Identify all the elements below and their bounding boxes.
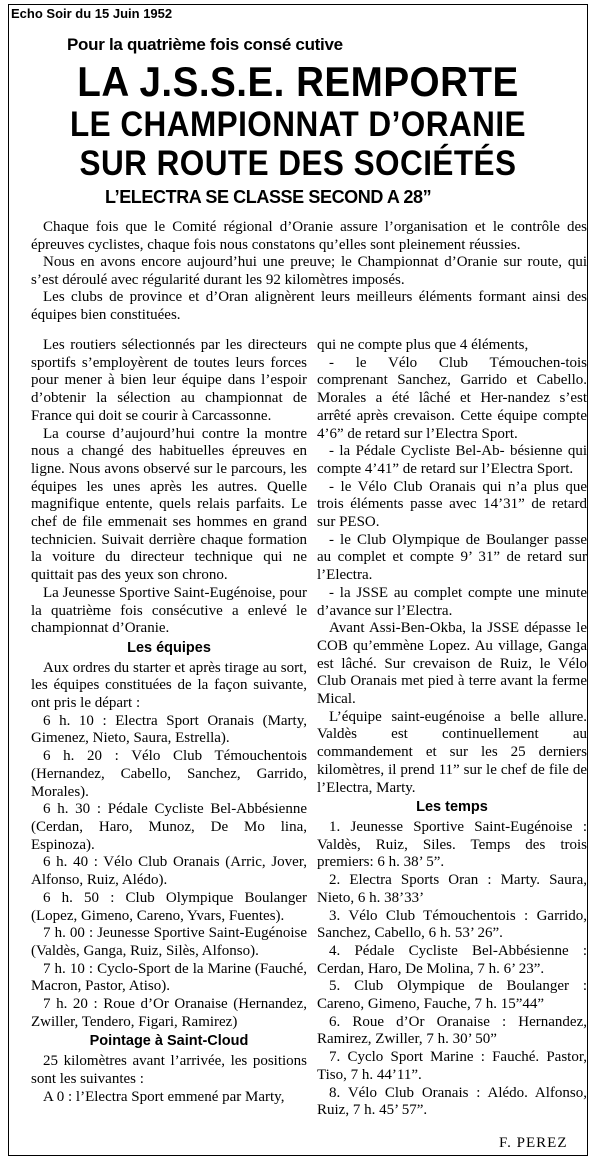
- team-entry: 7 h. 20 : Roue d’Or Oranaise (Hernandez, Zwiller, Tendero, Figari, Ramirez): [31, 996, 307, 1030]
- result-entry: 7. Cyclo Sport Marine : Fauché. Pastor, Tiso, 7 h. 44’11”.: [317, 1049, 587, 1083]
- body-paragraph: - le Club Olympique de Boulanger passe au complet et compte 9’ 31” de retard sur l’Electra.: [317, 531, 587, 584]
- team-entry: 6 h. 50 : Club Olympique Boulanger (Lopez, Gimeno, Careno, Yvars, Fuentes).: [31, 889, 307, 924]
- body-paragraph: La course d’aujourd’hui contre la montre nous a changé des habituelles épreuves en ligne. Nous avons observé sur le parcours, les équipes les unes après les autres. Quelle magnifique entente, quels relais parfaits. Le chef de file emmenait ses hommes en grand technicien. Suivait derrière chaque formation la voiture du directeur technique qui ne quittait pas des yeux son chrono.: [31, 425, 307, 584]
- body-paragraph: - le Vélo Club Témouchen-tois comprenant Sanchez, Garrido et Cabello. Morales a été lâché et Her-nandez s’est arrêté après crevaison. Cette équipe compte 4’6” de retard sur l’Electra Sport.: [317, 354, 587, 442]
- section-heading-temps: Les temps: [416, 799, 488, 816]
- intro-paragraph: Les clubs de province et d’Oran alignèrent leurs meilleurs éléments formant ainsi des équipes bien constituées.: [31, 289, 587, 323]
- subheadline: L’ELECTRA SE CLASSE SECOND A 28”: [105, 187, 432, 207]
- right-column: [317, 337, 587, 1120]
- result-entry: 3. Vélo Club Témouchentois : Garrido, Sanchez, Cabello, 6 h. 53’ 26”.: [317, 907, 587, 942]
- body-paragraph: qui ne compte plus que 4 éléments,: [317, 337, 529, 353]
- source-line: Echo Soir du 15 Juin 1952: [11, 6, 173, 21]
- headline-line-1: LA J.S.S.E. REMPORTE: [77, 58, 519, 105]
- team-entry: 7 h. 00 : Jeunesse Sportive Saint-Eugénoise (Valdès, Ganga, Ruiz, Silès, Alfonso).: [31, 925, 307, 959]
- team-entry: 6 h. 20 : Vélo Club Témouchentois (Hernandez, Cabello, Sanchez, Garrido, Morales).: [31, 748, 307, 800]
- body-paragraph: - la JSSE au complet compte une minute d’avance sur l’Electra.: [317, 584, 587, 619]
- body-paragraph: Aux ordres du starter et après tirage au sort, les équipes constituées de la façon suivante, ont pris le départ :: [31, 659, 307, 712]
- headline-line-2: LE CHAMPIONNAT D’ORANIE: [69, 105, 527, 144]
- result-entry: 8. Vélo Club Oranais : Alédo. Alfonso, Ruiz, 7 h. 45’ 57”.: [317, 1084, 587, 1119]
- article-frame: [8, 4, 588, 1156]
- body-paragraph: A 0 : l’Electra Sport emmené par Marty,: [43, 1088, 285, 1105]
- body-paragraph: Avant Assi-Ben-Okba, la JSSE dépasse le COB qu’emmène Lopez. Au village, Ganga est lâché. Sur crevaison de Ruiz, le Vélo Club Oranais met pied à terre avant la ferme Mical.: [317, 620, 587, 708]
- intro-paragraph: Chaque fois que le Comité régional d’Oranie assure l’organisation et le contrôle des épreuves cyclistes, chaque fois nous constatons qu’elles sont pleinement réussies.: [31, 219, 587, 253]
- author-signature: F. PEREZ: [499, 1135, 568, 1151]
- left-column: [31, 337, 307, 1106]
- result-entry: 1. Jeunesse Sportive Saint-Eugénoise : Valdès, Ruiz, Siles. Temps des trois premiers: 6 h. 38’ 5”.: [317, 818, 587, 871]
- body-paragraph: L’équipe saint-eugénoise a belle allure. Valdès est continuellement au commandement et sur les 25 derniers kilomètres, il prend 11” sur le chef de file de l’Electra, Marty.: [317, 708, 587, 796]
- intro-paragraph: Nous en avons encore aujourd’hui une preuve; le Championnat d’Oranie sur route, qui s’est déroulé avec régularité durant les 92 kilomètres imposés.: [31, 254, 587, 288]
- team-entry: 7 h. 10 : Cyclo-Sport de la Marine (Fauché, Macron, Pastor, Atiso).: [31, 960, 307, 995]
- result-entry: 2. Electra Sports Oran : Marty. Saura, Nieto, 6 h. 38’33’: [317, 872, 587, 906]
- headline-line-3: SUR ROUTE DES SOCIÉTÉS: [79, 144, 517, 183]
- result-entry: 6. Roue d’Or Oranaise : Hernandez, Ramirez, Zwiller, 7 h. 30’ 50”: [317, 1013, 587, 1048]
- body-paragraph: La Jeunesse Sportive Saint-Eugénoise, pour la quatrième fois consécutive a enlevé le championnat d’Oranie.: [31, 584, 307, 637]
- team-entry: 6 h. 10 : Electra Sport Oranais (Marty, Gimenez, Nieto, Saura, Estrella).: [31, 712, 307, 747]
- team-entry: 6 h. 40 : Vélo Club Oranais (Arric, Jover, Alfonso, Ruiz, Alédo).: [31, 854, 307, 889]
- intro-block: [31, 219, 587, 324]
- body-paragraph: - la Pédale Cycliste Bel-Ab- bésienne qui compte 4’41” de retard sur l’Electra Sport.: [317, 443, 587, 477]
- section-heading-pointage: Pointage à Saint-Cloud: [89, 1033, 249, 1050]
- result-entry: 5. Club Olympique de Boulanger : Careno, Gimeno, Fauche, 7 h. 15”44”: [317, 978, 587, 1013]
- kicker: Pour la quatrième fois consé cutive: [67, 35, 343, 54]
- result-entry: 4. Pédale Cycliste Bel-Abbésienne : Cerdan, Haro, De Molina, 7 h. 6’ 23”.: [317, 942, 587, 977]
- body-paragraph: Les routiers sélectionnés par les directeurs sportifs s’employèrent de toutes leurs forces pour mener à bien leur équipe dans l’espoir d’obtenir la sélection au championnat de France qui doit se courir à Carcassonne.: [31, 337, 307, 424]
- team-entry: 6 h. 30 : Pédale Cycliste Bel-Abbésienne (Cerdan, Haro, Munoz, De Mo lina, Espinoza).: [31, 801, 307, 853]
- section-heading-equipes: Les équipes: [127, 639, 211, 656]
- body-paragraph: - le Vélo Club Oranais qui n’a plus que trois éléments passe avec 14’31” de retard sur PESO.: [317, 478, 587, 531]
- body-paragraph: 25 kilomètres avant l’arrivée, les positions sont les suivantes :: [31, 1053, 307, 1087]
